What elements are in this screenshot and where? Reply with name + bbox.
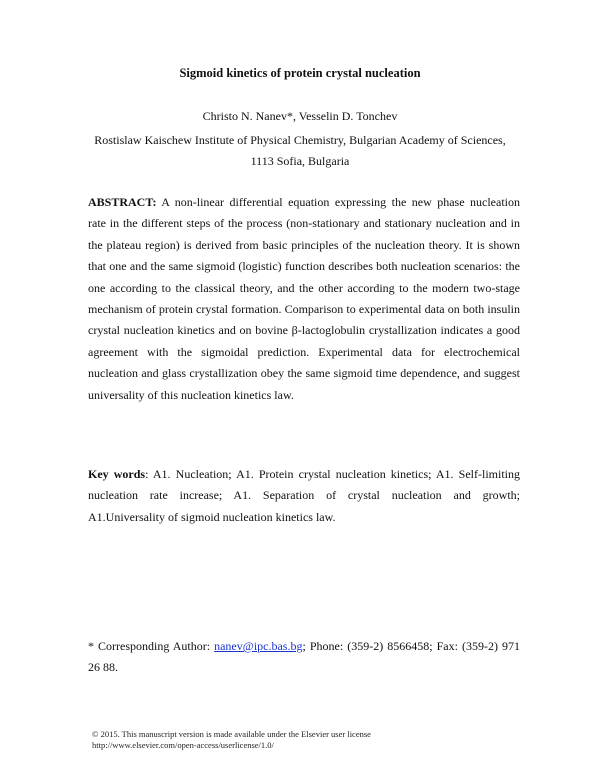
affiliation-line: 1113 Sofia, Bulgaria	[250, 154, 350, 168]
license-url: http://www.elsevier.com/open-access/userlicense/1.0/	[92, 740, 274, 750]
abstract-line: agreement with the sigmoidal prediction. Experimental data for electrochemical	[88, 344, 520, 359]
abstract-line: rate in the different steps of the process (non-stationary and stationary nucleation and in	[88, 216, 520, 231]
abstract-line: universality of this nucleation kinetics law.	[88, 387, 294, 402]
abstract-label: ABSTRACT:	[88, 195, 157, 209]
corresponding-prefix: * Corresponding Author:	[88, 639, 215, 653]
abstract-line: crystal nucleation kinetics and on bovine β-lactoglobulin crystallization indicates a good	[88, 323, 520, 338]
abstract-text: A non-linear differential equation expressing the new phase nucleation	[156, 195, 520, 209]
abstract-line: that one and the same sigmoid (logistic) function describes both nucleation scenarios: the	[88, 259, 520, 274]
keywords	[88, 464, 520, 528]
abstract	[88, 192, 520, 406]
affiliation	[0, 130, 600, 172]
abstract-line: nucleation and glass crystallization obey the same sigmoid time dependence, and suggest	[88, 366, 520, 381]
corresponding-line	[88, 636, 520, 657]
corresponding-line: 26 88.	[88, 660, 118, 675]
paper-title: Sigmoid kinetics of protein crystal nucleation	[179, 66, 421, 80]
abstract-line: one according to the classical theory, and the other according to the modern two-stage	[88, 280, 520, 295]
keywords-line	[88, 464, 520, 485]
affiliation-line: Rostislaw Kaischew Institute of Physical Chemistry, Bulgarian Academy of Sciences,	[94, 133, 506, 147]
keywords-line: A1.Universality of sigmoid nucleation kinetics law.	[88, 509, 336, 524]
keywords-text: : A1. Nucleation; A1. Protein crystal nucleation kinetics; A1. Self-limiting	[145, 467, 520, 481]
author-list: Christo N. Nanev*, Vesselin D. Tonchev	[202, 109, 398, 123]
email-link[interactable]: nanev@ipc.bas.bg	[214, 639, 303, 653]
corresponding-contact: ; Phone: (359-2) 8566458; Fax: (359-2) 971	[302, 639, 521, 653]
abstract-line: the plateau region) is derived from basic principles of the nucleation theory. It is shown	[88, 237, 520, 252]
abstract-line	[88, 192, 520, 213]
corresponding-author	[88, 636, 520, 679]
abstract-line: mechanism of protein crystal formation. Comparison to experimental data on both insulin	[88, 302, 520, 317]
keywords-line: nucleation rate increase; A1. Separation of crystal nucleation and growth;	[88, 488, 520, 503]
keywords-label: Key words	[88, 467, 146, 481]
license-footer	[92, 729, 371, 751]
copyright-notice: © 2015. This manuscript version is made available under the Elsevier user license	[92, 729, 371, 739]
